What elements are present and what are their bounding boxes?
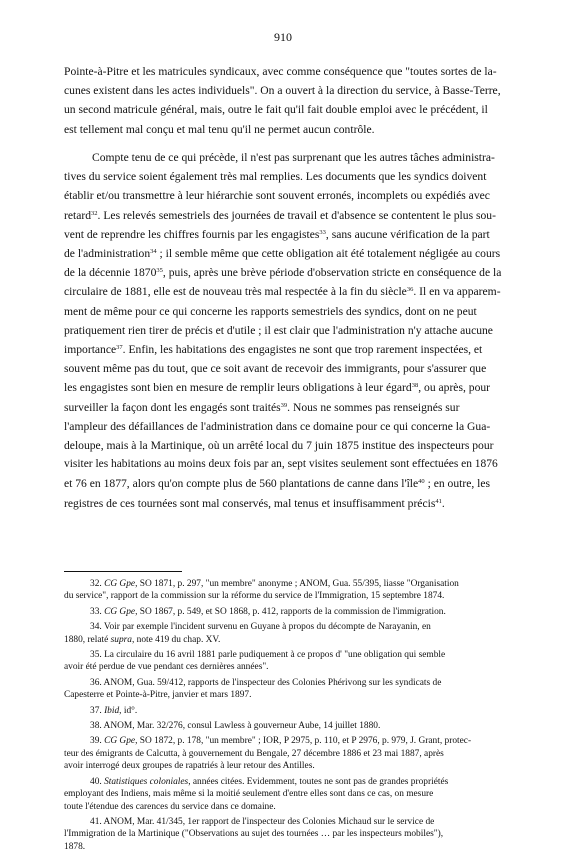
footnote-ref[interactable]: 38 <box>411 382 419 390</box>
footnote-ref[interactable]: 32 <box>91 209 98 217</box>
text-line: registres de ces tournées sont mal conservés, mal tenus et insuffisamment précis$^{41}$. <box>64 496 445 510</box>
footnote-33: 33. CG Gpe, SO 1867, p. 549, et SO 1868, p. 412, rapports de la commission de l'immigration. <box>90 606 446 617</box>
footnote-ref[interactable]: 33 <box>319 228 326 236</box>
footnote-ref[interactable]: 34 <box>150 248 157 256</box>
footnote-34: 34. Voir par exemple l'incident survenu en Guyane à propos du décompte de Narayanin, en 1880, relaté supra, note 419 du chap. XV. <box>64 622 431 645</box>
text-line: tives du service soient également très mal remplies. Les documents que les syndics doivent <box>64 170 487 184</box>
footnote-ref[interactable]: 40 <box>418 478 425 486</box>
text-line: de la décennie 1870$^{35}$, puis, après une brève période d'observation stricte en conséquence de la <box>64 266 502 280</box>
text-line: souvent même pas du tout, que ce soit avant de recevoir des immigrants, pour s'assurer que <box>64 362 487 376</box>
text-line: et 76 en 1877, alors qu'on compte plus de 560 plantations de canne dans l'île$^{40}$ ; en outre, les <box>64 477 491 491</box>
text-line: Compte tenu de ce qui précède, il n'est pas surprenant que les autres tâches administra- <box>92 151 495 164</box>
text-line: retard$^{32}$. Les relevés semestriels des journées de travail et d'absence se contentent le plus sou- <box>64 208 496 222</box>
text-line: l'ampleur des défaillances de l'administration dans ce domaine pour ce qui concerne la Gua- <box>64 419 491 433</box>
text-line: vent de reprendre les chiffres fournis par les engagistes$^{33}$, sans aucune vérification de la part <box>64 227 490 241</box>
text-line: deloupe, mais à la Martinique, où un arrêté local du 7 juin 1875 institue des inspecteurs pour <box>64 439 494 453</box>
footnote-ref[interactable]: 41 <box>435 497 442 505</box>
text-line: un second matricule général, mais, outre le fait qu'il fait double emploi avec le précédent, il <box>64 103 488 117</box>
paragraph-1 <box>64 62 502 139</box>
footnote-38: 38. ANOM, Mar. 32/276, consul Lawless à gouverneur Aube, 14 juillet 1880. <box>90 721 381 732</box>
text-line: pratiquement rien tirer de précis et d'utile ; il est clair que l'administration n'y attache aucune <box>64 323 493 337</box>
footnotes <box>64 578 502 856</box>
footnote-35: 35. La circulaire du 16 avril 1881 parle pudiquement à ce propos d' "une obligation qui semble avoir été perdue de vue pendant ces dernières années". <box>64 650 446 673</box>
text-line: ment de même pour ce qui concerne les rapports semestriels des syndics, dont on ne peut <box>64 304 477 318</box>
footnote-41: 41. ANOM, Mar. 41/345, 1er rapport de l'inspecteur des Colonies Michaud sur le service de l'Immigration de la Martinique ("Observations au sujet des tournées … par les inspecteurs mobiles"), 1878. <box>64 816 444 852</box>
footnote-ref[interactable]: 37 <box>116 344 123 352</box>
footnote-divider <box>64 571 182 572</box>
footnote-ref[interactable]: 36 <box>406 286 414 294</box>
text-line: les engagistes sont bien en mesure de remplir leurs obligations à leur égard$^{38}$, ou après, pour <box>64 381 491 395</box>
footnote-36: 36. ANOM, Gua. 59/412, rapports de l'inspecteur des Colonies Phérivong sur les syndicats de Capesterre et Pointe-à-Pitre, janvier et mars 1897. <box>64 677 442 701</box>
text-line: de l'administration$^{34}$ ; il semble même que cette obligation ait été totalement négligée au cours <box>64 247 501 261</box>
text-line: établir et/ou transmettre à leur hiérarchie sont souvent erronés, incomplets ou expédiés avec <box>64 189 490 203</box>
page-number: 910 <box>274 30 292 44</box>
text-line: Pointe-à-Pitre et les matricules syndicaux, avec comme conséquence que "toutes sortes de la- <box>64 65 497 78</box>
footnote-37: 37. Ibid, id°. <box>90 705 138 716</box>
footnote-32: 32. CG Gpe, SO 1871, p. 297, "un membre" anonyme ; ANOM, Gua. 55/395, liasse "Organisation du service", rapport de la commission sur la réforme du service de l'Immigration, 15 septembre 1874. <box>64 579 459 602</box>
text-line: est tellement mal conçu et mal tenu qu'il ne permet aucun contrôle. <box>64 122 375 136</box>
footnote-39: 39. CG Gpe, SO 1872, p. 178, "un membre" ; IOR, P 2975, p. 110, et P 2976, p. 979, J. Grant, protec- teur des émigrants de Calcutta, à gouvernement du Bengale, 27 décembre 1886 et 23 mai 1887, après avoir interrogé deux groupes de rapatriés à leur retour des Antilles. <box>64 736 472 772</box>
footnote-40: 40. Statistiques coloniales, années citées. Evidemment, toutes ne sont pas de grandes propriétés employant des Indiens, mais même si la moitié seulement d'entre elles sont dans ce cas, on mesure toute l'étendue des carences du service dans ce domaine. <box>64 776 449 812</box>
footnote-ref[interactable]: 35 <box>156 267 163 275</box>
footnote-ref[interactable]: 39 <box>280 401 288 409</box>
text-line: cunes existent dans les actes individuels". On a ouvert à la direction du service, à Basse-Terre, <box>64 84 501 98</box>
paragraph-2 <box>64 148 502 513</box>
text-line: visiter les habitations au moins deux fois par an, sept visites seulement sont effectuées en 1876 <box>64 458 498 471</box>
text-line: importance$^{37}$. Enfin, les habitations des engagistes ne sont que trop rarement inspectées, et <box>64 343 483 357</box>
text-line: surveiller la façon dont les engagés sont traités$^{39}$. Nous ne sommes pas renseignés sur <box>64 400 460 414</box>
text-line: circulaire de 1881, elle est de nouveau très mal respectée à la fin du siècle$^{36}$. Il en va apparem- <box>64 285 501 299</box>
